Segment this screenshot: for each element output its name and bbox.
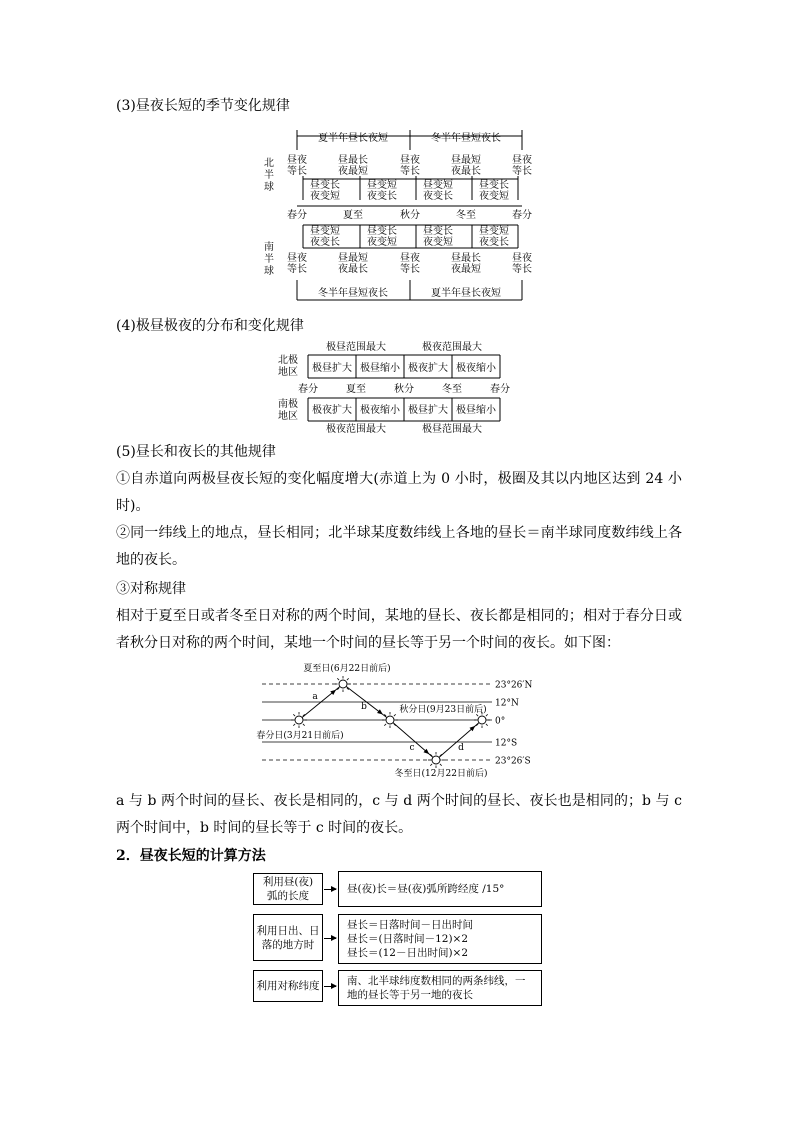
season-axis-label: 冬至: [456, 210, 476, 221]
calc-formula-text: 昼长＝日落时间－日出时间: [347, 919, 473, 931]
calc-formula-box: [338, 871, 542, 907]
latitude-label: 0°: [495, 716, 506, 727]
svg-text:夜最短: 夜最短: [451, 264, 481, 275]
letter-d: d: [458, 743, 464, 753]
sun-icon: [339, 680, 347, 688]
calc-method-text: 利用对称纬度: [256, 980, 320, 992]
south-polar-cell: 极昼扩大: [408, 405, 448, 416]
season-axis-label: 春分: [512, 210, 532, 221]
north-polar-cell: 极昼缩小: [360, 363, 400, 374]
north-row1-cell: [512, 153, 532, 177]
letter-b: b: [361, 702, 367, 712]
sun-icon: [295, 716, 303, 724]
arrow-icon: [324, 889, 336, 890]
svg-text:昼变短: 昼变短: [423, 180, 453, 191]
svg-text:昼变长: 昼变长: [310, 180, 340, 191]
svg-text:昼夜: 昼夜: [287, 155, 307, 166]
north-row1-cell: [287, 153, 307, 177]
north-polar-top: 极昼范围最大: [326, 342, 386, 353]
svg-text:夜变长: 夜变长: [479, 237, 509, 248]
polar-axis-label: 春分: [490, 384, 510, 395]
svg-text:昼夜: 昼夜: [400, 253, 420, 264]
svg-text:昼变长: 昼变长: [479, 180, 509, 191]
symmetry-diagram: [0, 658, 794, 783]
south-polar-bottom: 极夜范围最大: [326, 424, 386, 435]
svg-text:昼夜: 昼夜: [287, 253, 307, 264]
latitude-label: 23°26′S: [495, 756, 531, 767]
north-row2-cell: [479, 178, 509, 202]
latitude-label: 23°26′N: [495, 680, 533, 691]
svg-text:夜最长: 夜最长: [338, 264, 368, 275]
south-polar-cell: 极昼缩小: [456, 405, 496, 416]
calc-method-text: 利用昼(夜): [262, 876, 314, 888]
svg-text:昼最长: 昼最长: [451, 253, 481, 264]
season-axis-label: 春分: [287, 210, 307, 221]
south-polar-cell: 极夜缩小: [360, 405, 400, 416]
south-row1-cell: [512, 251, 532, 275]
svg-text:夜变短: 夜变短: [367, 237, 397, 248]
south-summer-half: 夏半年昼长夜短: [431, 288, 501, 299]
north-polar-cell: 极夜扩大: [408, 363, 448, 374]
svg-text:等长: 等长: [287, 264, 307, 275]
calc-method-label: [253, 873, 323, 905]
svg-text:夜变短: 夜变短: [479, 191, 509, 202]
north-summer-half: 夏半年昼长夜短: [318, 133, 388, 144]
svg-text:昼最长: 昼最长: [338, 155, 368, 166]
polar-axis-label: 冬至: [442, 384, 462, 395]
north-polar-cell: 极昼扩大: [312, 363, 352, 374]
calc-formula-text: 昼长＝(12－日出时间)×2: [347, 947, 469, 959]
arrow-icon: [324, 986, 336, 987]
paragraph-3: ③对称规律: [116, 581, 186, 597]
season-axis-label: 秋分: [400, 210, 420, 221]
calc-method-text: 落的地方时: [261, 938, 315, 951]
season-diagram: [0, 122, 794, 322]
calc-formula-text: 昼长＝(日落时间－12)×2: [347, 933, 469, 945]
polar-day-diagram: [0, 338, 794, 438]
north-polar-label: 北极: [278, 355, 298, 366]
north-winter-half: 冬半年昼短夜长: [431, 133, 501, 144]
calc-formula-box: [338, 914, 542, 964]
svg-text:昼变长: 昼变长: [423, 226, 453, 237]
section-4-title: (4)极昼极夜的分布和变化规律: [116, 318, 304, 334]
svg-text:等长: 等长: [512, 264, 532, 275]
calc-formula-box: [338, 970, 542, 1006]
south-row2-cell: [423, 224, 453, 248]
north-row2-cell: [310, 178, 340, 202]
latitude-label: 12°S: [495, 738, 518, 749]
calc-method-text: 利用日出、日: [256, 924, 320, 937]
polar-axis-label: 春分: [298, 384, 318, 395]
north-polar-top: 极夜范围最大: [422, 342, 482, 353]
south-hemisphere-label: 半: [264, 254, 274, 265]
calc-formula-text: 昼(夜)长＝昼(夜)弧所跨经度 /15°: [347, 883, 505, 895]
calc-method-label: [253, 914, 323, 961]
svg-text:昼夜: 昼夜: [512, 155, 532, 166]
south-row1-cell: [451, 252, 481, 275]
arrow-head: [377, 709, 383, 714]
south-winter-half: 冬半年昼短夜长: [318, 288, 388, 299]
section-2-title: 2．昼夜长短的计算方法: [116, 848, 266, 864]
south-row2-cell: [310, 224, 340, 248]
svg-text:等长: 等长: [512, 166, 532, 177]
paragraph-4: 相对于夏至日或者冬至日对称的两个时间，某地的昼长、夜长都是相同的；相对于春分日或者秋分日对称的两个时间，某地一个时间的昼长等于另一个时间的夜长。如下图：: [116, 608, 682, 651]
sun-icon: [478, 716, 486, 724]
svg-text:夜变长: 夜变长: [423, 191, 453, 202]
svg-text:夜变短: 夜变短: [423, 237, 453, 248]
south-polar-cell: 极夜扩大: [312, 405, 352, 416]
south-row2-cell: [479, 224, 509, 248]
svg-text:夜变短: 夜变短: [310, 191, 340, 202]
polar-axis-label: 夏至: [346, 384, 366, 395]
south-polar-label: 地区: [278, 411, 298, 422]
south-row1-cell: [400, 251, 420, 275]
paragraph-1: ①自赤道向两极昼夜长短的变化幅度增大(赤道上为 0 小时，极圈及其以内地区达到 24 小时)。: [116, 471, 682, 514]
calc-method-label: [253, 970, 323, 1002]
south-row1-cell: [287, 251, 307, 275]
north-hemisphere-label: 半: [264, 170, 274, 181]
svg-text:等长: 等长: [287, 166, 307, 177]
south-row2-cell: [367, 224, 397, 248]
svg-text:昼变长: 昼变长: [367, 226, 397, 237]
autumn-equinox-label: 秋分日(9月23日前后): [399, 705, 487, 715]
svg-text:昼最短: 昼最短: [451, 155, 481, 166]
svg-text:昼变短: 昼变短: [367, 180, 397, 191]
svg-text:等长: 等长: [400, 264, 420, 275]
sun-icon: [432, 756, 440, 764]
north-polar-cell: 极夜缩小: [456, 363, 496, 374]
north-row1-cell: [338, 154, 368, 177]
south-hemisphere-label: 南: [264, 242, 274, 253]
svg-text:昼夜: 昼夜: [400, 155, 420, 166]
arrow-icon: [324, 938, 336, 939]
svg-text:夜变长: 夜变长: [310, 237, 340, 248]
paragraph-2: ②同一纬线上的地点，昼长相同；北半球某度数纬线上各地的昼长＝南半球同度数纬线上各地的夜长。: [116, 525, 682, 568]
svg-text:昼最短: 昼最短: [338, 253, 368, 264]
north-row2-cell: [423, 178, 453, 202]
letter-a: a: [312, 692, 318, 702]
polar-axis-label: 秋分: [394, 384, 414, 395]
north-hemisphere-label: 北: [264, 158, 274, 169]
svg-text:夜最短: 夜最短: [338, 166, 368, 177]
south-polar-bottom: 极昼范围最大: [422, 424, 482, 435]
latitude-label: 12°N: [495, 698, 519, 709]
svg-text:昼夜: 昼夜: [512, 253, 532, 264]
season-axis-label: 夏至: [343, 210, 363, 221]
svg-text:昼变短: 昼变短: [479, 226, 509, 237]
calc-formula-text: 南、北半球纬度数相同的两条纬线，一: [347, 975, 526, 987]
svg-text:夜变长: 夜变长: [367, 191, 397, 202]
north-row1-cell: [400, 153, 420, 177]
section-5-title: (5)昼长和夜长的其他规律: [116, 444, 276, 460]
north-row1-cell: [451, 154, 481, 177]
north-row2-cell: [367, 178, 397, 202]
winter-solstice-label: 冬至日(12月22日前后): [394, 769, 488, 779]
svg-text:夜最长: 夜最长: [451, 166, 481, 177]
letter-c: c: [409, 743, 415, 753]
paragraph-5: a 与 b 两个时间的昼长、夜长是相同的，c 与 d 两个时间的昼长、夜长也是相同的；b 与 c 两个时间中，b 时间的昼长等于 c 时间的夜长。: [116, 793, 682, 836]
sun-icon: [386, 716, 394, 724]
calc-formula-text: 地的昼长等于另一地的夜长: [347, 989, 473, 1001]
summer-solstice-label: 夏至日(6月22日前后): [303, 664, 391, 674]
north-hemisphere-label: 球: [264, 182, 274, 193]
south-hemisphere-label: 球: [264, 266, 274, 277]
north-polar-label: 地区: [278, 367, 298, 378]
svg-text:昼变短: 昼变短: [310, 226, 340, 237]
south-row1-cell: [338, 252, 368, 275]
spring-equinox-label: 春分日(3月21日前后): [256, 731, 344, 741]
section-3-title: (3)昼夜长短的季节变化规律: [116, 98, 290, 114]
south-polar-label: 南极: [278, 399, 298, 410]
svg-text:等长: 等长: [400, 166, 420, 177]
calc-method-text: 弧的长度: [267, 890, 309, 902]
